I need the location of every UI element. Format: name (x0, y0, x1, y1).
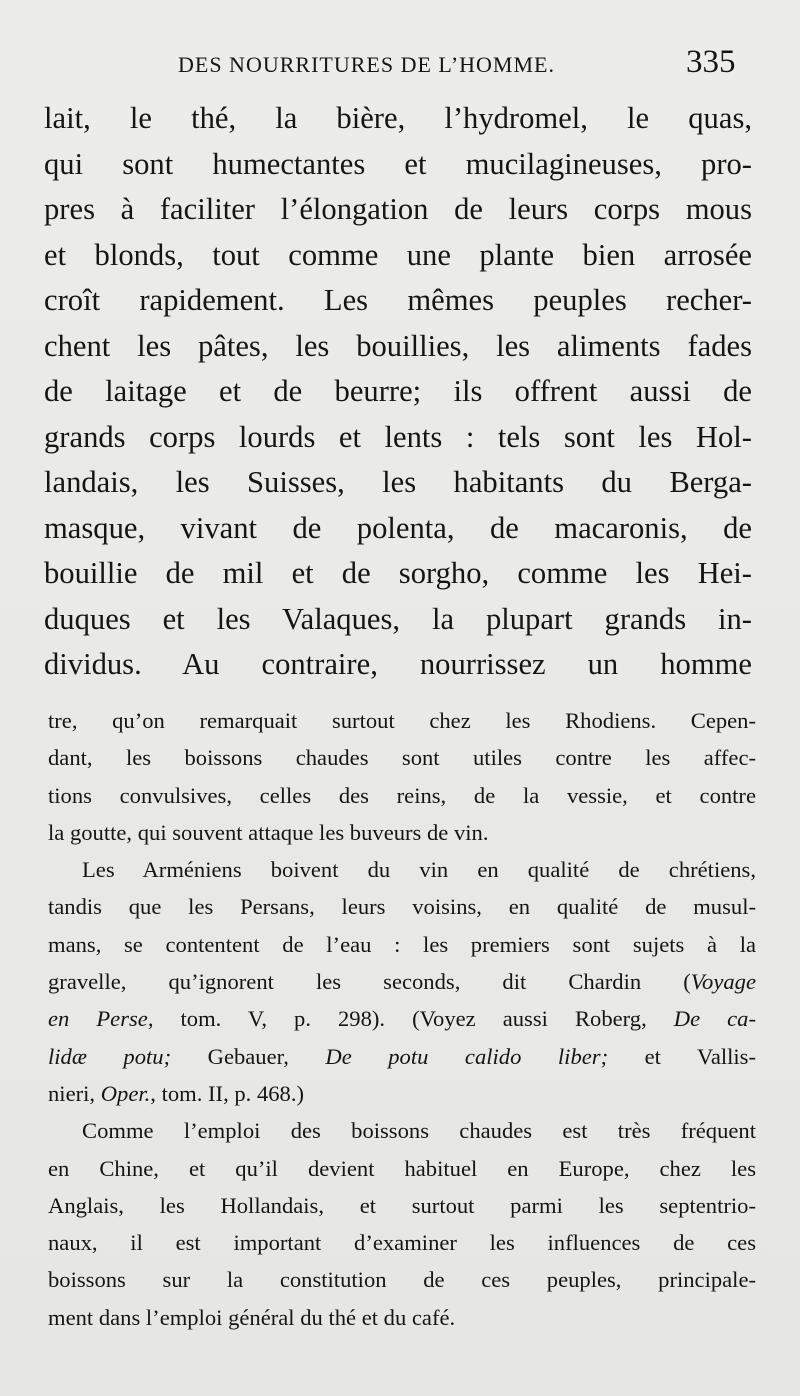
note-text: et Vallis- (608, 1043, 757, 1069)
note-text: , tom. II, p. 468.) (150, 1080, 305, 1106)
main-line: chent les pâtes, les bouillies, les aliments fades (44, 328, 752, 363)
note-line: naux, il est important d’examiner les influences de ces (48, 1230, 756, 1256)
note-line: boissons sur la constitution de ces peuples, principale- (48, 1267, 756, 1293)
note-line: en Chine, et qu’il devient habituel en Europe, chez les (48, 1155, 756, 1181)
note-line (48, 963, 756, 1000)
note-italic: Voyage (690, 969, 756, 995)
main-line: masque, vivant de polenta, de macaronis, de (44, 510, 752, 545)
note-line: mans, se contentent de l’eau : les premiers sont sujets à la (48, 931, 756, 957)
main-line: dividus. Au contraire, nourrissez un homme (44, 647, 752, 681)
note-text: nieri, (48, 1080, 101, 1106)
footnote-text (48, 702, 756, 1336)
note-line: dant, les boissons chaudes sont utiles contre les affec- (48, 745, 756, 771)
note-text: Gebauer, (171, 1043, 326, 1069)
main-line: qui sont humectantes et mucilagineuses, pro- (44, 146, 752, 181)
note-line: tions convulsives, celles des reins, de la vessie, et contre (48, 782, 756, 808)
note-line: Comme l’emploi des boissons chaudes est très fréquent (82, 1118, 756, 1144)
note-text: gravelle, qu’ignorent les seconds, dit Chardin ( (48, 969, 691, 995)
note-line: tandis que les Persans, leurs voisins, en qualité de musul- (48, 894, 756, 920)
note-italic: De potu calido liber; (325, 1043, 609, 1069)
main-line: landais, les Suisses, les habitants du Berga- (44, 465, 752, 499)
note-line: ment dans l’emploi général du thé et du café. (48, 1304, 456, 1330)
page-number: 335 (686, 44, 736, 80)
note-line (48, 1038, 756, 1075)
note-line (48, 1075, 756, 1112)
main-line: lait, le thé, la bière, l’hydromel, le quas, (44, 101, 752, 135)
main-line: de laitage et de beurre; ils offrent aussi de (44, 374, 752, 408)
note-line: Les Arméniens boivent du vin en qualité de chrétiens, (82, 857, 756, 883)
main-text (44, 96, 752, 688)
note-italic: lidæ potu; (48, 1043, 172, 1069)
running-title: DES NOURRITURES DE L’HOMME. (178, 52, 555, 77)
main-line: duques et les Valaques, la plupart grands in- (44, 601, 752, 636)
note-line (48, 1000, 756, 1037)
page-header (0, 44, 800, 84)
main-line: pres à faciliter l’élongation de leurs corps mous (44, 192, 752, 226)
note-italic: Oper. (100, 1080, 151, 1106)
main-line: et blonds, tout comme une plante bien arrosée (44, 237, 752, 272)
note-text: , tom. V, p. 298). (Voyez aussi Roberg, (147, 1006, 674, 1032)
main-line: croît rapidement. Les mêmes peuples recher- (44, 283, 752, 317)
main-line: bouillie de mil et de sorgho, comme les Hei- (44, 556, 752, 590)
note-line: la goutte, qui souvent attaque les buveurs de vin. (48, 819, 489, 845)
note-italic: De ca- (673, 1006, 756, 1032)
note-line: Anglais, les Hollandais, et surtout parmi les septentrio- (48, 1192, 756, 1218)
main-line: grands corps lourds et lents : tels sont les Hol- (44, 419, 752, 454)
note-line: tre, qu’on remarquait surtout chez les Rhodiens. Cepen- (48, 708, 756, 733)
note-italic: en Perse (48, 1006, 148, 1032)
